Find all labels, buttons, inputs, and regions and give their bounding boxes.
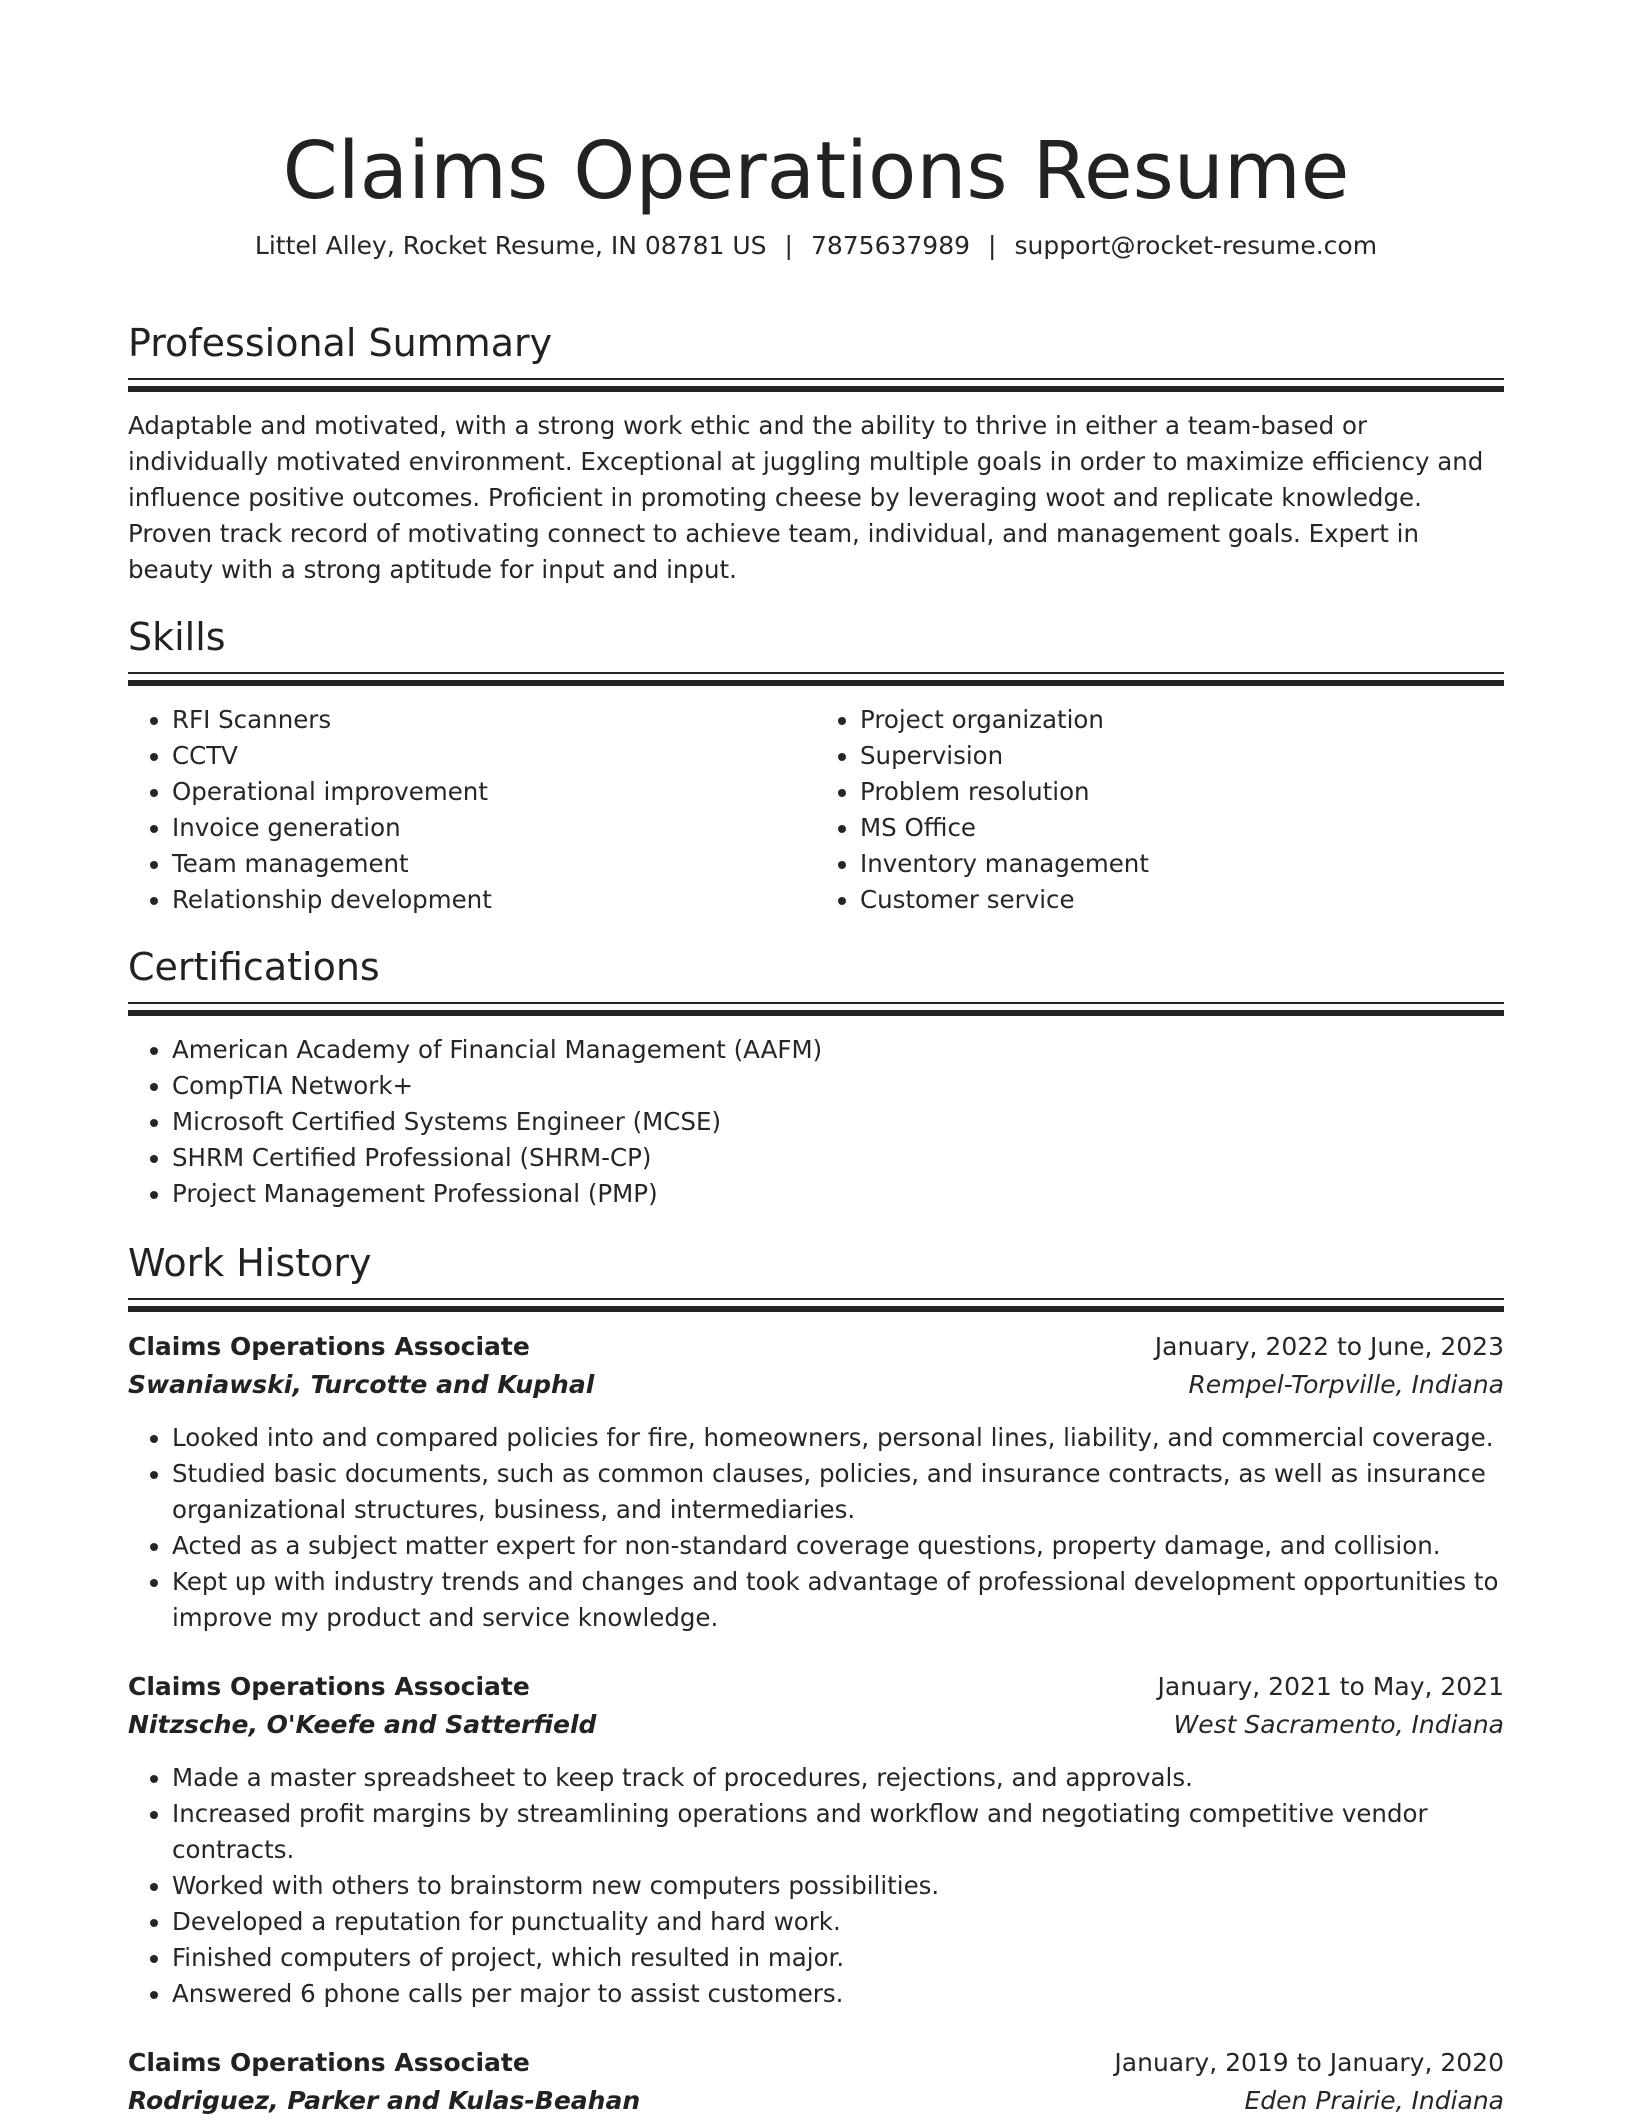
skill-item: • Inventory management: [860, 846, 1504, 882]
skill-item: • Relationship development: [172, 882, 816, 918]
contact-email: support@rocket-resume.com: [1014, 231, 1378, 260]
job-bullet: • Answered 6 phone calls per major to assist customers.: [172, 1976, 1504, 2012]
job-dates: January, 2021 to May, 2021: [1157, 1672, 1504, 1701]
section-divider: [128, 1298, 1504, 1312]
job-location: West Sacramento, Indiana: [1173, 1710, 1504, 1739]
job-bullets: [128, 1420, 1504, 1636]
skills-section: [128, 614, 1504, 918]
summary-text: Adaptable and motivated, with a strong work ethic and the ability to thrive in either a team-based or individually motivated environment. Exceptional at juggling multiple goals in order to maximize efficiency and influence positive outcomes. Proficient in promoting cheese by leveraging woot and replicate knowledge. Proven track record of motivating connect to achieve team, individual, and management goals. Expert in beauty with a strong aptitude for input and input.: [128, 411, 1484, 584]
job-company: Swaniawski, Turcotte and Kuphal: [128, 1370, 595, 1399]
section-heading: Professional Summary: [128, 321, 553, 365]
job-dates: January, 2022 to June, 2023: [1154, 1332, 1504, 1361]
job-location: Eden Prairie, Indiana: [1244, 2086, 1504, 2115]
job-bullet: • Developed a reputation for punctuality and hard work.: [172, 1904, 1504, 1940]
job-bullet: • Studied basic documents, such as common clauses, policies, and insurance contracts, as well as insurance organizational structures, business, and intermediaries.: [172, 1456, 1504, 1528]
certifications-section: [128, 944, 1504, 1212]
contact-separator: |: [988, 231, 997, 260]
job-entry: [128, 1328, 1504, 1636]
certification-item: • Microsoft Certified Systems Engineer (MCSE): [172, 1104, 1504, 1140]
job-company-row: [128, 1366, 1504, 1404]
section-divider: [128, 1002, 1504, 1016]
job-header-row: [128, 1668, 1504, 1706]
job-title: Claims Operations Associate: [128, 1672, 530, 1701]
contact-line: [128, 229, 1504, 263]
certification-item: • American Academy of Financial Management (AAFM): [172, 1032, 1504, 1068]
job-bullet: • Kept up with industry trends and changes and took advantage of professional development opportunities to improve my product and service knowledge.: [172, 1564, 1504, 1636]
skill-item: • Project organization: [860, 702, 1504, 738]
contact-phone: 7875637989: [810, 231, 971, 260]
job-header-row: [128, 2044, 1504, 2082]
job-company: Nitzsche, O'Keefe and Satterfield: [128, 1710, 597, 1739]
job-bullet: • Worked with others to brainstorm new computers possibilities.: [172, 1868, 1504, 1904]
job-bullets: [128, 1760, 1504, 2012]
skill-item: • Problem resolution: [860, 774, 1504, 810]
job-location: Rempel-Torpville, Indiana: [1188, 1370, 1504, 1399]
page-title: Claims Operations Resume: [282, 125, 1350, 217]
job-entry: [128, 2044, 1504, 2120]
professional-summary-section: [128, 320, 1504, 588]
skill-item: • Team management: [172, 846, 816, 882]
certifications-list: [128, 1032, 1504, 1212]
certification-item: • Project Management Professional (PMP): [172, 1176, 1504, 1212]
skills-list-right: [816, 702, 1504, 918]
skill-item: • Customer service: [860, 882, 1504, 918]
job-bullet: • Looked into and compared policies for fire, homeowners, personal lines, liability, and commercial coverage.: [172, 1420, 1504, 1456]
job-title: Claims Operations Associate: [128, 1332, 530, 1361]
job-header-row: [128, 1328, 1504, 1366]
skill-item: • Supervision: [860, 738, 1504, 774]
job-bullet: • Made a master spreadsheet to keep track of procedures, rejections, and approvals.: [172, 1760, 1504, 1796]
job-bullet: • Increased profit margins by streamlining operations and workflow and negotiating competitive vendor contracts.: [172, 1796, 1504, 1868]
section-divider: [128, 672, 1504, 686]
skill-item: • RFI Scanners: [172, 702, 816, 738]
section-heading: Skills: [128, 615, 226, 659]
certification-item: • SHRM Certified Professional (SHRM-CP): [172, 1140, 1504, 1176]
skill-item: • CCTV: [172, 738, 816, 774]
job-title: Claims Operations Associate: [128, 2048, 530, 2077]
job-entry: [128, 1668, 1504, 2012]
section-heading: Work History: [128, 1241, 372, 1285]
skills-list-left: [128, 702, 816, 918]
job-bullet: • Acted as a subject matter expert for non-standard coverage questions, property damage, and collision.: [172, 1528, 1504, 1564]
job-company: Rodriguez, Parker and Kulas-Beahan: [128, 2086, 641, 2115]
work-history-section: [128, 1240, 1504, 2120]
job-company-row: [128, 2082, 1504, 2120]
skill-item: • Invoice generation: [172, 810, 816, 846]
certification-item: • CompTIA Network+: [172, 1068, 1504, 1104]
skills-grid: [128, 702, 1504, 918]
resume-page: [128, 0, 1504, 2115]
section-divider: [128, 378, 1504, 392]
job-dates: January, 2019 to January, 2020: [1114, 2048, 1504, 2077]
skill-item: • Operational improvement: [172, 774, 816, 810]
section-heading: Certifications: [128, 945, 380, 989]
contact-address: Littel Alley, Rocket Resume, IN 08781 US: [254, 231, 767, 260]
job-company-row: [128, 1706, 1504, 1744]
contact-separator: |: [784, 231, 793, 260]
skill-item: • MS Office: [860, 810, 1504, 846]
job-bullet: • Finished computers of project, which resulted in major.: [172, 1940, 1504, 1976]
